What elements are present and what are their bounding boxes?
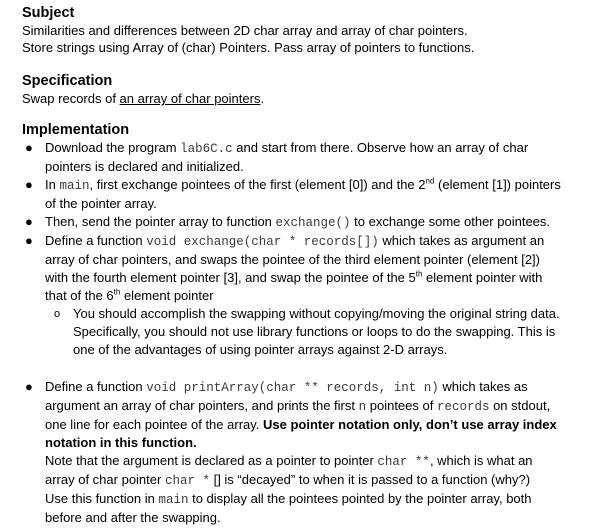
implementation-list: [22, 139, 616, 359]
text: pointees of: [366, 398, 437, 413]
text: to display all the pointees pointed by the pointer array, both: [188, 491, 532, 506]
text: one of the advantages of using pointer arrays against 2-D arrays.: [73, 342, 448, 357]
text: Note that the argument is declared as a pointer to pointer: [45, 453, 378, 468]
text: Specifically, you should not use library functions or loops to do the swapping. This is: [73, 324, 556, 339]
code: void exchange(char * records[]): [146, 235, 379, 249]
specification-heading: Specification: [22, 73, 113, 89]
specification-section: [22, 72, 616, 107]
implementation-section: [22, 121, 616, 527]
sub-list: [45, 305, 616, 359]
subject-section: [22, 4, 616, 56]
bullet-icon: ●: [25, 177, 33, 192]
implementation-list-continued: [22, 378, 616, 527]
code: n: [358, 400, 367, 414]
code: void printArray(char ** records, int n): [146, 381, 439, 395]
code: records: [436, 400, 490, 414]
text: Download the program: [45, 140, 181, 155]
text: Use this function in: [45, 491, 159, 506]
text: before and after the swapping.: [45, 510, 221, 525]
circle-bullet-icon: o: [54, 308, 61, 320]
spacer: [22, 56, 616, 72]
text: with the fourth element pointer [3], and swap the pointee of the 5: [45, 270, 416, 285]
text: In: [45, 177, 60, 192]
text: Then, send the pointer array to function: [45, 214, 276, 229]
text: to exchange some other pointees.: [350, 214, 551, 229]
text: Define a function: [45, 233, 147, 248]
text: of the pointer array.: [45, 196, 157, 211]
text: that of the 6: [45, 288, 114, 303]
code: char *: [164, 474, 210, 488]
text: on stdout,: [489, 398, 551, 413]
sub-list-item: [45, 305, 616, 359]
code: main: [158, 493, 189, 507]
list-item: [22, 139, 616, 176]
spacer: [22, 359, 616, 378]
spacer: [22, 107, 616, 121]
list-item: [22, 176, 616, 213]
text: array of char pointers, and swaps the pointee of the third element pointer (element [2]): [45, 252, 540, 267]
text: [] is “decayed” to when it is passed to a function (why?): [209, 472, 531, 487]
text: which takes as argument an: [378, 233, 545, 248]
text: , which is what an: [429, 453, 533, 468]
spec-text-underlined: an array of char pointers: [119, 91, 261, 106]
text: , first exchange pointees of the first (element [0]) and the 2: [89, 177, 426, 192]
list-item: [22, 378, 616, 527]
code: lab6C.c: [180, 142, 233, 156]
subject-line-2: Store strings using Array of (char) Pointers. Pass array of pointers to functions.: [22, 40, 475, 55]
list-item: [22, 232, 616, 359]
list-item: [22, 213, 616, 232]
text: array of char pointer: [45, 472, 165, 487]
code: exchange(): [275, 216, 351, 230]
bullet-icon: ●: [25, 379, 33, 394]
superscript: th: [415, 269, 423, 279]
spec-text-suffix: .: [260, 91, 265, 106]
subject-heading: Subject: [22, 5, 75, 21]
code: main: [59, 179, 90, 193]
text: (element [1]) pointers: [434, 177, 561, 192]
text: which takes as: [438, 379, 528, 394]
text: Define a function: [45, 379, 147, 394]
specification-text: [22, 90, 616, 107]
text: element pointer with: [422, 270, 543, 285]
code: char **: [377, 455, 430, 469]
bold-text: notation in this function.: [45, 435, 197, 450]
spec-text-prefix: Swap records of: [22, 91, 120, 106]
text: and start from there. Observe how an array of char: [232, 140, 529, 155]
bullet-icon: ●: [25, 214, 33, 229]
text: one line for each pointee of the array.: [45, 417, 264, 432]
text: element pointer: [120, 288, 214, 303]
implementation-heading: Implementation: [22, 122, 130, 138]
bold-text: Use pointer notation only, don’t use array index: [263, 417, 557, 432]
text: argument an array of char pointers, and prints the first: [45, 398, 359, 413]
subject-line-1: Similarities and differences between 2D char array and array of char pointers.: [22, 23, 468, 38]
text: You should accomplish the swapping without copying/moving the original string data.: [73, 306, 560, 321]
text: pointers is declared and initialized.: [45, 159, 244, 174]
bullet-icon: ●: [25, 140, 33, 155]
superscript: th: [113, 287, 121, 297]
superscript: nd: [425, 176, 435, 186]
bullet-icon: ●: [25, 233, 33, 248]
